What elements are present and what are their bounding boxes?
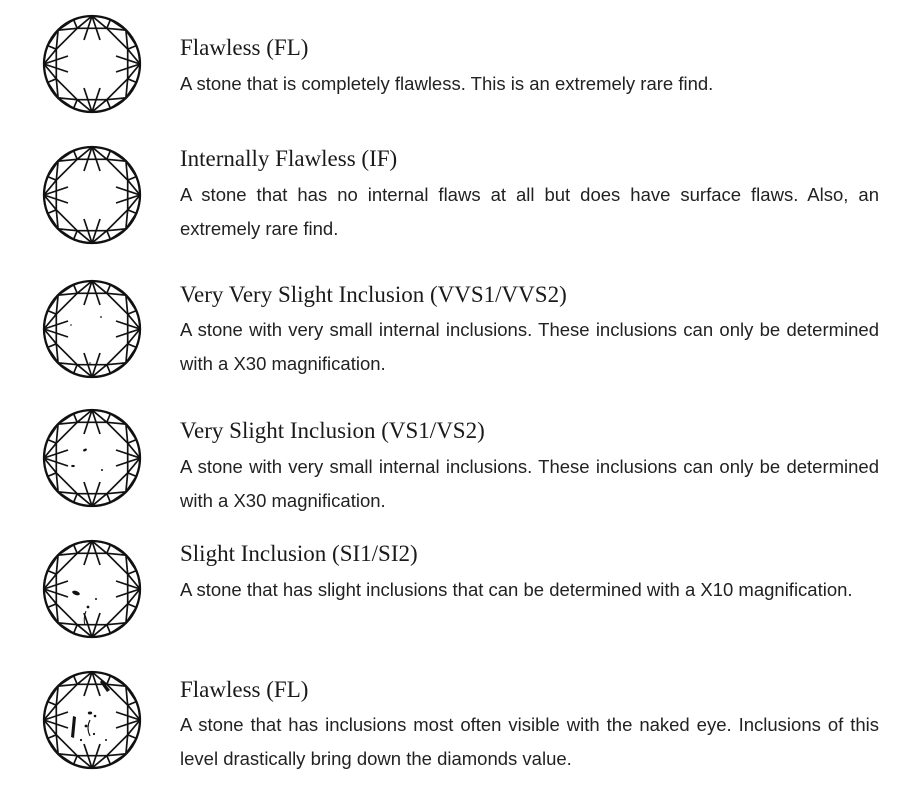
included-diamond-icon bbox=[40, 668, 144, 772]
si-diamond-icon bbox=[40, 537, 144, 641]
grade-title: Slight Inclusion (SI1/SI2) bbox=[180, 541, 418, 566]
grade-description: A stone that has no internal flaws at all but does have surface flaws. Also, an extremely rare find. bbox=[180, 184, 879, 239]
grade-title: Flawless (FL) bbox=[180, 677, 309, 702]
grade-description: A stone that has inclusions most often visible with the naked eye. Inclusions of this level drastically bring down the diamonds value. bbox=[180, 714, 879, 769]
vs-diamond-icon bbox=[40, 406, 144, 510]
vvs-diamond-icon bbox=[40, 277, 144, 381]
flawless-diamond-icon bbox=[40, 12, 144, 116]
grade-description: A stone with very small internal inclusions. These inclusions can only be determined with a X30 magnification. bbox=[180, 319, 879, 374]
grade-title: Flawless (FL) bbox=[180, 35, 309, 60]
grade-description: A stone that has slight inclusions that can be determined with a X10 magnification. bbox=[180, 579, 853, 600]
grade-title: Very Very Slight Inclusion (VVS1/VVS2) bbox=[180, 282, 567, 307]
grade-description: A stone that is completely flawless. This is an extremely rare find. bbox=[180, 73, 714, 94]
grade-title: Internally Flawless (IF) bbox=[180, 146, 398, 171]
grade-title: Very Slight Inclusion (VS1/VS2) bbox=[180, 418, 485, 443]
internally-flawless-diamond-icon bbox=[40, 143, 144, 247]
grade-description: A stone with very small internal inclusions. These inclusions can only be determined with a X30 magnification. bbox=[180, 456, 879, 511]
